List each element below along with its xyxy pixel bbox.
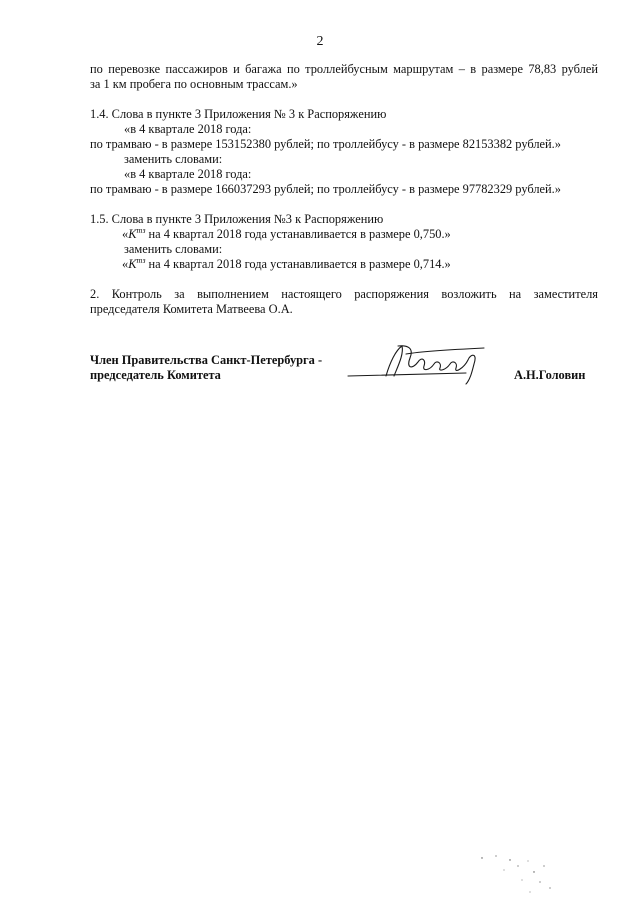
item-1-4-new-quarter: «в 4 квартале 2018 года: xyxy=(124,167,252,181)
item-2-line-1: 2. Контроль за выполнением настоящего распоряжения возложить на заместителя xyxy=(90,287,598,301)
scan-speckles xyxy=(470,852,560,902)
quote-open: « xyxy=(122,227,129,241)
signatory-role-line-2: председатель Комитета xyxy=(90,368,221,382)
k-superscript: тз xyxy=(136,225,146,235)
item-1-5-old-rest: на 4 квартал 2018 года устанавливается в размере 0,750.» xyxy=(145,227,451,241)
item-1-5-old-text xyxy=(122,227,451,242)
item-2-line-2: председателя Комитета Матвеева О.А. xyxy=(90,302,293,316)
k-symbol: К xyxy=(128,227,137,241)
item-1-5-replace: заменить словами: xyxy=(124,242,223,256)
k-superscript: тз xyxy=(136,255,146,265)
continuation-line-2: за 1 км пробега по основным трассам.» xyxy=(90,77,298,91)
handwritten-signature xyxy=(346,340,496,388)
item-1-4-heading: 1.4. Слова в пункте 3 Приложения № 3 к Распоряжению xyxy=(90,107,387,121)
continuation-line-1: по перевозке пассажиров и багажа по троллейбусным маршрутам – в размере 78,83 рублей xyxy=(90,62,598,76)
item-1-4-old-quarter: «в 4 квартале 2018 года: xyxy=(124,122,252,136)
quote-open: « xyxy=(122,257,129,271)
item-1-5-new-text xyxy=(122,257,451,272)
item-1-5-heading: 1.5. Слова в пункте 3 Приложения №3 к Распоряжению xyxy=(90,212,384,226)
k-symbol: К xyxy=(128,257,137,271)
page-number: 2 xyxy=(316,34,324,49)
item-1-5-new-rest: на 4 квартал 2018 года устанавливается в размере 0,714.» xyxy=(145,257,451,271)
item-1-4-new-values: по трамваю - в размере 166037293 рублей; по троллейбусу - в размере 97782329 рублей.» xyxy=(90,182,561,196)
signatory-name: А.Н.Головин xyxy=(514,368,586,382)
item-1-4-replace: заменить словами: xyxy=(124,152,223,166)
signatory-role-line-1: Член Правительства Санкт-Петербурга - xyxy=(90,353,323,367)
item-1-4-old-values: по трамваю - в размере 153152380 рублей; по троллейбусу - в размере 82153382 рублей.» xyxy=(90,137,561,151)
